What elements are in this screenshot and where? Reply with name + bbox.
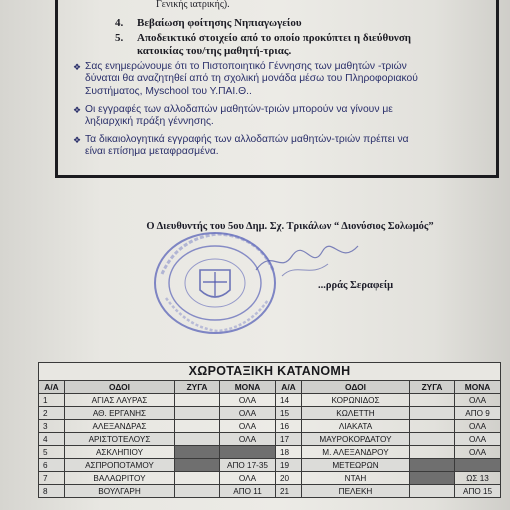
notice-bullet-translated-documents [73,134,409,159]
street-name: ΜΑΥΡΟΚΟΡΔΑΤΟΥ [302,433,410,446]
table-row [39,433,501,446]
column-header: ΜΟΝΑ [455,381,501,394]
column-header: ΟΔΟΙ [65,381,175,394]
numbered-item-4 [115,17,302,30]
bullet-line: ληξιαρχική πράξη γέννησης. [85,116,214,128]
diamond-bullet-icon: ❖ [73,135,82,145]
odd-numbers: ΑΠΟ 15 [455,485,501,498]
bullet-line: δύναται θα αναζητηθεί από τη σχολική μονάδα μέσω του Πληροφοριακού [85,73,418,85]
street-name: ΜΕΤΕΩΡΩΝ [302,459,410,472]
principal-signature-line: Ο Διευθυντής του 5ου Δημ. Σχ. Τρικάλων “ Διονύσιος Σολωμός” [146,221,434,232]
numbered-item-5-continued: κατοικίας του/της μαθητή-τριας. [137,45,292,57]
even-numbers [410,446,455,459]
notice-bullet-birth-certificate [73,61,418,98]
odd-numbers: ΟΛΑ [220,394,276,407]
row-number: 16 [276,420,302,433]
street-name: ΑΡΙΣΤΟΤΕΛΟΥΣ [65,433,175,446]
row-number: 1 [39,394,65,407]
even-numbers [175,485,220,498]
bullet-line: Συστήματος, Myschool του Υ.ΠΑΙ.Θ.. [85,85,252,97]
diamond-bullet-icon: ❖ [73,62,82,72]
row-number: 8 [39,485,65,498]
even-numbers [175,472,220,485]
row-number: 5 [39,446,65,459]
table-row [39,407,501,420]
even-numbers [410,433,455,446]
street-name: ΒΟΥΛΓΑΡΗ [65,485,175,498]
even-numbers [410,394,455,407]
street-name: ΚΩΛΕΤΤΗ [302,407,410,420]
street-name: ΛΙΑΚΑΤΑ [302,420,410,433]
odd-numbers: ΟΛΑ [220,407,276,420]
odd-numbers: ΑΠΟ 17-35 [220,459,276,472]
street-name: ΑΛΕΞΑΝΔΡΑΣ [65,420,175,433]
even-numbers [410,407,455,420]
even-numbers [410,420,455,433]
row-number: 15 [276,407,302,420]
item-number: 4. [115,17,124,29]
even-numbers [175,459,220,472]
zoning-distribution-table [38,362,501,498]
table-row [39,472,501,485]
column-header: ΜΟΝΑ [220,381,276,394]
column-header: ΖΥΓΑ [175,381,220,394]
odd-numbers [455,459,501,472]
table-title: ΧΩΡΟΤΑΞΙΚΗ ΚΑΤΑΝΟΜΗ [39,363,501,381]
row-number: 20 [276,472,302,485]
row-number: 14 [276,394,302,407]
even-numbers [175,407,220,420]
row-number: 4 [39,433,65,446]
odd-numbers [220,446,276,459]
odd-numbers: ΟΛΑ [220,420,276,433]
notice-bullet-foreign-students [73,104,393,129]
odd-numbers: ΟΛΑ [455,446,501,459]
bullet-line: Σας ενημερώνουμε ότι το Πιστοποιητικό Γέννησης των μαθητών -τριών [85,61,407,72]
column-header: ΟΔΟΙ [302,381,410,394]
odd-numbers: ΟΛΑ [455,420,501,433]
row-number: 17 [276,433,302,446]
odd-numbers: ΟΛΑ [455,394,501,407]
street-name: ΚΟΡΩΝΙΔΟΣ [302,394,410,407]
street-name: ΑΘ. ΕΡΓΑΝΗΣ [65,407,175,420]
even-numbers [175,420,220,433]
column-header: Α/Α [39,381,65,394]
odd-numbers: ΟΛΑ [455,433,501,446]
street-name: ΑΣΠΡΟΠΟΤΑΜΟΥ [65,459,175,472]
odd-numbers: ΟΛΑ [220,433,276,446]
street-name: ΠΕΛΕΚΗ [302,485,410,498]
bullet-line: Οι εγγραφές των αλλοδαπών μαθητών-τριών μπορούν να γίνουν με [85,104,393,115]
row-number: 3 [39,420,65,433]
column-header: ΖΥΓΑ [410,381,455,394]
table-row [39,420,501,433]
table-row [39,446,501,459]
odd-numbers: ΟΛΑ [220,472,276,485]
even-numbers [410,485,455,498]
even-numbers [410,472,455,485]
notice-top-fragment: Γενικής ιατρικής). [156,0,230,10]
bullet-line: Τα δικαιολογητικά εγγραφής των αλλοδαπών μαθητών-τριών πρέπει να [85,134,409,145]
table-row [39,394,501,407]
table-row [39,459,501,472]
even-numbers [175,446,220,459]
column-header: Α/Α [276,381,302,394]
odd-numbers: ΑΠΟ 9 [455,407,501,420]
diamond-bullet-icon: ❖ [73,105,82,115]
street-name: ΑΓΙΑΣ ΛΑΥΡΑΣ [65,394,175,407]
numbered-item-5 [115,32,411,45]
table-row [39,485,501,498]
row-number: 18 [276,446,302,459]
street-name: ΒΑΛΑΩΡΙΤΟΥ [65,472,175,485]
street-name: ΑΣΚΛΗΠΙΟΥ [65,446,175,459]
bullet-line: είναι επίσημα μεταφρασμένα. [85,146,219,158]
row-number: 19 [276,459,302,472]
street-name: Μ. ΑΛΕΞΑΝΔΡΟΥ [302,446,410,459]
even-numbers [175,433,220,446]
row-number: 7 [39,472,65,485]
item-text: Αποδεικτικό στοιχείο από το οποίο προκύπτει η διεύθυνση [137,32,412,44]
row-number: 2 [39,407,65,420]
principal-name: ...ρράς Σεραφείμ [318,280,394,291]
item-text: Βεβαίωση φοίτησης Νηπιαγωγείου [137,17,302,29]
handwritten-signature [252,240,362,282]
row-number: 6 [39,459,65,472]
even-numbers [175,394,220,407]
even-numbers [410,459,455,472]
row-number: 21 [276,485,302,498]
odd-numbers: ΩΣ 13 [455,472,501,485]
street-name: ΝΤΑΗ [302,472,410,485]
table-header-row [39,381,501,394]
odd-numbers: ΑΠΟ 11 [220,485,276,498]
item-number: 5. [115,32,124,44]
